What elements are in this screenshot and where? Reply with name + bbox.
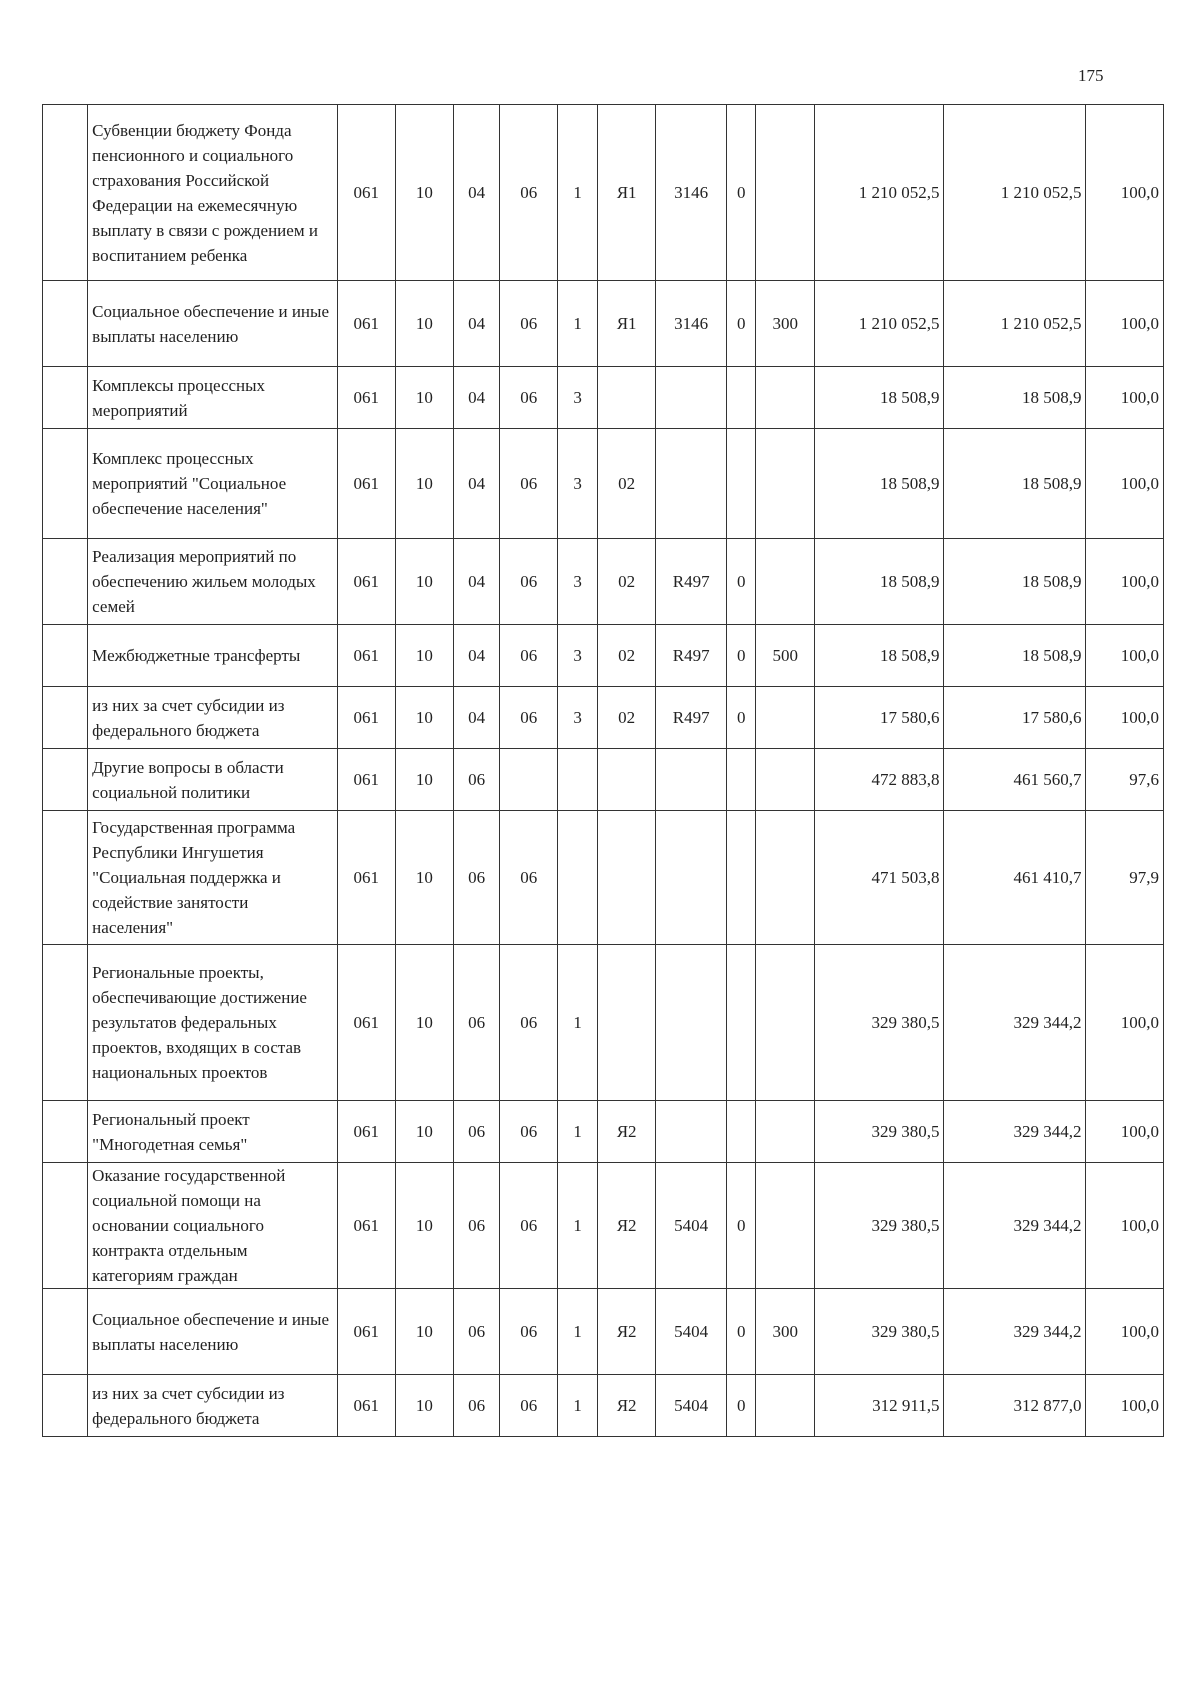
cell-planned: 18 508,9 bbox=[815, 625, 944, 687]
cell-program bbox=[500, 749, 558, 811]
cell-ministry: 061 bbox=[337, 105, 395, 281]
cell-ministry: 061 bbox=[337, 811, 395, 945]
row-name: Государственная программа Республики Ингушетия "Социальная поддержка и содействие занятости населения" bbox=[88, 811, 338, 945]
cell-percent: 100,0 bbox=[1086, 105, 1164, 281]
table-row bbox=[43, 429, 1164, 539]
table-row bbox=[43, 811, 1164, 945]
cell-percent: 100,0 bbox=[1086, 625, 1164, 687]
cell-planned: 472 883,8 bbox=[815, 749, 944, 811]
cell-direction bbox=[656, 945, 727, 1101]
cell-group: 02 bbox=[598, 687, 656, 749]
table-row bbox=[43, 1375, 1164, 1437]
cell-percent: 100,0 bbox=[1086, 539, 1164, 625]
cell-planned: 18 508,9 bbox=[815, 429, 944, 539]
cell-program: 06 bbox=[500, 1289, 558, 1375]
cell-expense-type bbox=[756, 429, 815, 539]
cell-program: 06 bbox=[500, 429, 558, 539]
cell-percent: 97,6 bbox=[1086, 749, 1164, 811]
cell-type: 1 bbox=[558, 105, 598, 281]
cell-planned: 1 210 052,5 bbox=[815, 281, 944, 367]
cell-expense-type: 300 bbox=[756, 281, 815, 367]
cell-expense-type bbox=[756, 1101, 815, 1163]
cell-ministry: 061 bbox=[337, 539, 395, 625]
cell-executed: 461 410,7 bbox=[944, 811, 1086, 945]
cell-direction: 3146 bbox=[656, 281, 727, 367]
cell-program: 06 bbox=[500, 105, 558, 281]
cell-executed: 312 877,0 bbox=[944, 1375, 1086, 1437]
cell-section: 10 bbox=[395, 749, 453, 811]
cell-executed: 329 344,2 bbox=[944, 1101, 1086, 1163]
cell-program: 06 bbox=[500, 539, 558, 625]
cell-ministry: 061 bbox=[337, 945, 395, 1101]
cell-section: 10 bbox=[395, 945, 453, 1101]
row-margin-cell bbox=[43, 281, 88, 367]
row-name: Социальное обеспечение и иные выплаты населению bbox=[88, 1289, 338, 1375]
cell-ministry: 061 bbox=[337, 1101, 395, 1163]
cell-expense-type bbox=[756, 811, 815, 945]
cell-executed: 18 508,9 bbox=[944, 625, 1086, 687]
row-margin-cell bbox=[43, 429, 88, 539]
cell-group: Я1 bbox=[598, 281, 656, 367]
row-margin-cell bbox=[43, 625, 88, 687]
budget-table bbox=[42, 104, 1164, 1437]
cell-expense-type bbox=[756, 945, 815, 1101]
row-name: Межбюджетные трансферты bbox=[88, 625, 338, 687]
cell-type: 3 bbox=[558, 429, 598, 539]
cell-executed: 17 580,6 bbox=[944, 687, 1086, 749]
cell-expense-type bbox=[756, 1375, 815, 1437]
cell-subsection: 04 bbox=[453, 367, 499, 429]
cell-section: 10 bbox=[395, 1375, 453, 1437]
cell-type bbox=[558, 749, 598, 811]
cell-percent: 100,0 bbox=[1086, 1101, 1164, 1163]
cell-percent: 100,0 bbox=[1086, 945, 1164, 1101]
cell-subsection: 06 bbox=[453, 811, 499, 945]
cell-direction-suffix: 0 bbox=[727, 625, 756, 687]
row-name: Социальное обеспечение и иные выплаты населению bbox=[88, 281, 338, 367]
cell-group: 02 bbox=[598, 625, 656, 687]
cell-direction bbox=[656, 811, 727, 945]
cell-expense-type bbox=[756, 105, 815, 281]
cell-percent: 97,9 bbox=[1086, 811, 1164, 945]
cell-group bbox=[598, 811, 656, 945]
cell-direction-suffix: 0 bbox=[727, 1163, 756, 1289]
cell-direction: 5404 bbox=[656, 1163, 727, 1289]
table-row bbox=[43, 625, 1164, 687]
table-row bbox=[43, 687, 1164, 749]
cell-type: 1 bbox=[558, 1375, 598, 1437]
cell-direction: R497 bbox=[656, 625, 727, 687]
cell-executed: 18 508,9 bbox=[944, 429, 1086, 539]
table-row bbox=[43, 945, 1164, 1101]
cell-type: 3 bbox=[558, 625, 598, 687]
cell-section: 10 bbox=[395, 687, 453, 749]
cell-percent: 100,0 bbox=[1086, 281, 1164, 367]
cell-section: 10 bbox=[395, 429, 453, 539]
cell-executed: 329 344,2 bbox=[944, 1163, 1086, 1289]
cell-section: 10 bbox=[395, 811, 453, 945]
cell-direction: R497 bbox=[656, 539, 727, 625]
cell-percent: 100,0 bbox=[1086, 1375, 1164, 1437]
cell-planned: 329 380,5 bbox=[815, 945, 944, 1101]
cell-expense-type: 300 bbox=[756, 1289, 815, 1375]
cell-section: 10 bbox=[395, 625, 453, 687]
cell-section: 10 bbox=[395, 1289, 453, 1375]
cell-executed: 329 344,2 bbox=[944, 1289, 1086, 1375]
cell-program: 06 bbox=[500, 1163, 558, 1289]
cell-executed: 329 344,2 bbox=[944, 945, 1086, 1101]
row-margin-cell bbox=[43, 539, 88, 625]
cell-direction: 5404 bbox=[656, 1289, 727, 1375]
row-name: Комплекс процессных мероприятий "Социальное обеспечение населения" bbox=[88, 429, 338, 539]
cell-subsection: 04 bbox=[453, 281, 499, 367]
cell-type bbox=[558, 811, 598, 945]
cell-program: 06 bbox=[500, 1101, 558, 1163]
cell-direction-suffix: 0 bbox=[727, 1289, 756, 1375]
cell-executed: 18 508,9 bbox=[944, 367, 1086, 429]
cell-percent: 100,0 bbox=[1086, 1289, 1164, 1375]
row-name: из них за счет субсидии из федерального бюджета bbox=[88, 687, 338, 749]
cell-subsection: 06 bbox=[453, 749, 499, 811]
cell-type: 3 bbox=[558, 539, 598, 625]
cell-direction-suffix bbox=[727, 1101, 756, 1163]
cell-subsection: 06 bbox=[453, 1163, 499, 1289]
cell-expense-type bbox=[756, 1163, 815, 1289]
cell-ministry: 061 bbox=[337, 281, 395, 367]
cell-ministry: 061 bbox=[337, 1289, 395, 1375]
row-margin-cell bbox=[43, 367, 88, 429]
cell-direction-suffix: 0 bbox=[727, 539, 756, 625]
cell-direction bbox=[656, 367, 727, 429]
cell-type: 1 bbox=[558, 281, 598, 367]
cell-subsection: 04 bbox=[453, 687, 499, 749]
cell-section: 10 bbox=[395, 367, 453, 429]
cell-program: 06 bbox=[500, 625, 558, 687]
cell-section: 10 bbox=[395, 1163, 453, 1289]
cell-direction bbox=[656, 749, 727, 811]
cell-group: Я2 bbox=[598, 1163, 656, 1289]
cell-expense-type bbox=[756, 687, 815, 749]
cell-expense-type bbox=[756, 539, 815, 625]
cell-subsection: 04 bbox=[453, 105, 499, 281]
page-number: 175 bbox=[1078, 66, 1104, 85]
row-margin-cell bbox=[43, 749, 88, 811]
table-row bbox=[43, 281, 1164, 367]
cell-section: 10 bbox=[395, 105, 453, 281]
cell-ministry: 061 bbox=[337, 687, 395, 749]
cell-executed: 1 210 052,5 bbox=[944, 281, 1086, 367]
row-margin-cell bbox=[43, 687, 88, 749]
cell-percent: 100,0 bbox=[1086, 367, 1164, 429]
cell-type: 3 bbox=[558, 687, 598, 749]
cell-type: 3 bbox=[558, 367, 598, 429]
cell-direction-suffix: 0 bbox=[727, 105, 756, 281]
cell-direction-suffix bbox=[727, 367, 756, 429]
cell-program: 06 bbox=[500, 281, 558, 367]
cell-subsection: 06 bbox=[453, 1375, 499, 1437]
cell-section: 10 bbox=[395, 539, 453, 625]
row-name: из них за счет субсидии из федерального бюджета bbox=[88, 1375, 338, 1437]
cell-direction: R497 bbox=[656, 687, 727, 749]
cell-section: 10 bbox=[395, 281, 453, 367]
table-row bbox=[43, 1163, 1164, 1289]
cell-direction bbox=[656, 429, 727, 539]
table-row bbox=[43, 367, 1164, 429]
row-name: Региональные проекты, обеспечивающие достижение результатов федеральных проектов, входящих в состав национальных проектов bbox=[88, 945, 338, 1101]
cell-direction-suffix: 0 bbox=[727, 687, 756, 749]
row-name: Другие вопросы в области социальной политики bbox=[88, 749, 338, 811]
cell-executed: 1 210 052,5 bbox=[944, 105, 1086, 281]
cell-type: 1 bbox=[558, 1289, 598, 1375]
cell-planned: 329 380,5 bbox=[815, 1289, 944, 1375]
cell-direction-suffix bbox=[727, 945, 756, 1101]
cell-subsection: 04 bbox=[453, 539, 499, 625]
cell-direction-suffix bbox=[727, 811, 756, 945]
cell-planned: 18 508,9 bbox=[815, 539, 944, 625]
cell-group bbox=[598, 945, 656, 1101]
row-margin-cell bbox=[43, 945, 88, 1101]
row-margin-cell bbox=[43, 811, 88, 945]
cell-planned: 18 508,9 bbox=[815, 367, 944, 429]
cell-direction-suffix: 0 bbox=[727, 281, 756, 367]
cell-expense-type bbox=[756, 749, 815, 811]
cell-group bbox=[598, 367, 656, 429]
cell-direction bbox=[656, 1101, 727, 1163]
cell-executed: 18 508,9 bbox=[944, 539, 1086, 625]
cell-group: Я2 bbox=[598, 1375, 656, 1437]
cell-percent: 100,0 bbox=[1086, 429, 1164, 539]
cell-ministry: 061 bbox=[337, 429, 395, 539]
cell-group: 02 bbox=[598, 429, 656, 539]
cell-group bbox=[598, 749, 656, 811]
cell-section: 10 bbox=[395, 1101, 453, 1163]
cell-type: 1 bbox=[558, 945, 598, 1101]
cell-program: 06 bbox=[500, 1375, 558, 1437]
cell-planned: 312 911,5 bbox=[815, 1375, 944, 1437]
cell-expense-type: 500 bbox=[756, 625, 815, 687]
cell-planned: 329 380,5 bbox=[815, 1163, 944, 1289]
cell-subsection: 06 bbox=[453, 1289, 499, 1375]
cell-direction: 5404 bbox=[656, 1375, 727, 1437]
cell-percent: 100,0 bbox=[1086, 1163, 1164, 1289]
row-name: Оказание государственной социальной помощи на основании социального контракта отдельным категориям граждан bbox=[88, 1163, 338, 1289]
row-margin-cell bbox=[43, 105, 88, 281]
cell-ministry: 061 bbox=[337, 1375, 395, 1437]
cell-subsection: 04 bbox=[453, 625, 499, 687]
row-name: Реализация мероприятий по обеспечению жильем молодых семей bbox=[88, 539, 338, 625]
row-margin-cell bbox=[43, 1375, 88, 1437]
cell-planned: 471 503,8 bbox=[815, 811, 944, 945]
cell-program: 06 bbox=[500, 945, 558, 1101]
cell-ministry: 061 bbox=[337, 1163, 395, 1289]
cell-ministry: 061 bbox=[337, 367, 395, 429]
table-row bbox=[43, 1289, 1164, 1375]
cell-program: 06 bbox=[500, 811, 558, 945]
cell-percent: 100,0 bbox=[1086, 687, 1164, 749]
row-name: Комплексы процессных мероприятий bbox=[88, 367, 338, 429]
table-row bbox=[43, 539, 1164, 625]
row-name: Региональный проект "Многодетная семья" bbox=[88, 1101, 338, 1163]
cell-subsection: 06 bbox=[453, 945, 499, 1101]
cell-executed: 461 560,7 bbox=[944, 749, 1086, 811]
cell-program: 06 bbox=[500, 367, 558, 429]
cell-subsection: 06 bbox=[453, 1101, 499, 1163]
cell-type: 1 bbox=[558, 1101, 598, 1163]
cell-group: Я2 bbox=[598, 1289, 656, 1375]
table-row bbox=[43, 749, 1164, 811]
cell-direction-suffix: 0 bbox=[727, 1375, 756, 1437]
cell-group: 02 bbox=[598, 539, 656, 625]
cell-planned: 329 380,5 bbox=[815, 1101, 944, 1163]
cell-type: 1 bbox=[558, 1163, 598, 1289]
cell-program: 06 bbox=[500, 687, 558, 749]
cell-direction: 3146 bbox=[656, 105, 727, 281]
cell-group: Я2 bbox=[598, 1101, 656, 1163]
cell-planned: 17 580,6 bbox=[815, 687, 944, 749]
cell-direction-suffix bbox=[727, 429, 756, 539]
row-margin-cell bbox=[43, 1163, 88, 1289]
table-row bbox=[43, 105, 1164, 281]
cell-subsection: 04 bbox=[453, 429, 499, 539]
cell-direction-suffix bbox=[727, 749, 756, 811]
row-margin-cell bbox=[43, 1289, 88, 1375]
row-margin-cell bbox=[43, 1101, 88, 1163]
cell-group: Я1 bbox=[598, 105, 656, 281]
cell-ministry: 061 bbox=[337, 625, 395, 687]
row-name: Субвенции бюджету Фонда пенсионного и социального страхования Российской Федерации на ежемесячную выплату в связи с рождением и воспитанием ребенка bbox=[88, 105, 338, 281]
cell-ministry: 061 bbox=[337, 749, 395, 811]
cell-planned: 1 210 052,5 bbox=[815, 105, 944, 281]
table-row bbox=[43, 1101, 1164, 1163]
cell-expense-type bbox=[756, 367, 815, 429]
